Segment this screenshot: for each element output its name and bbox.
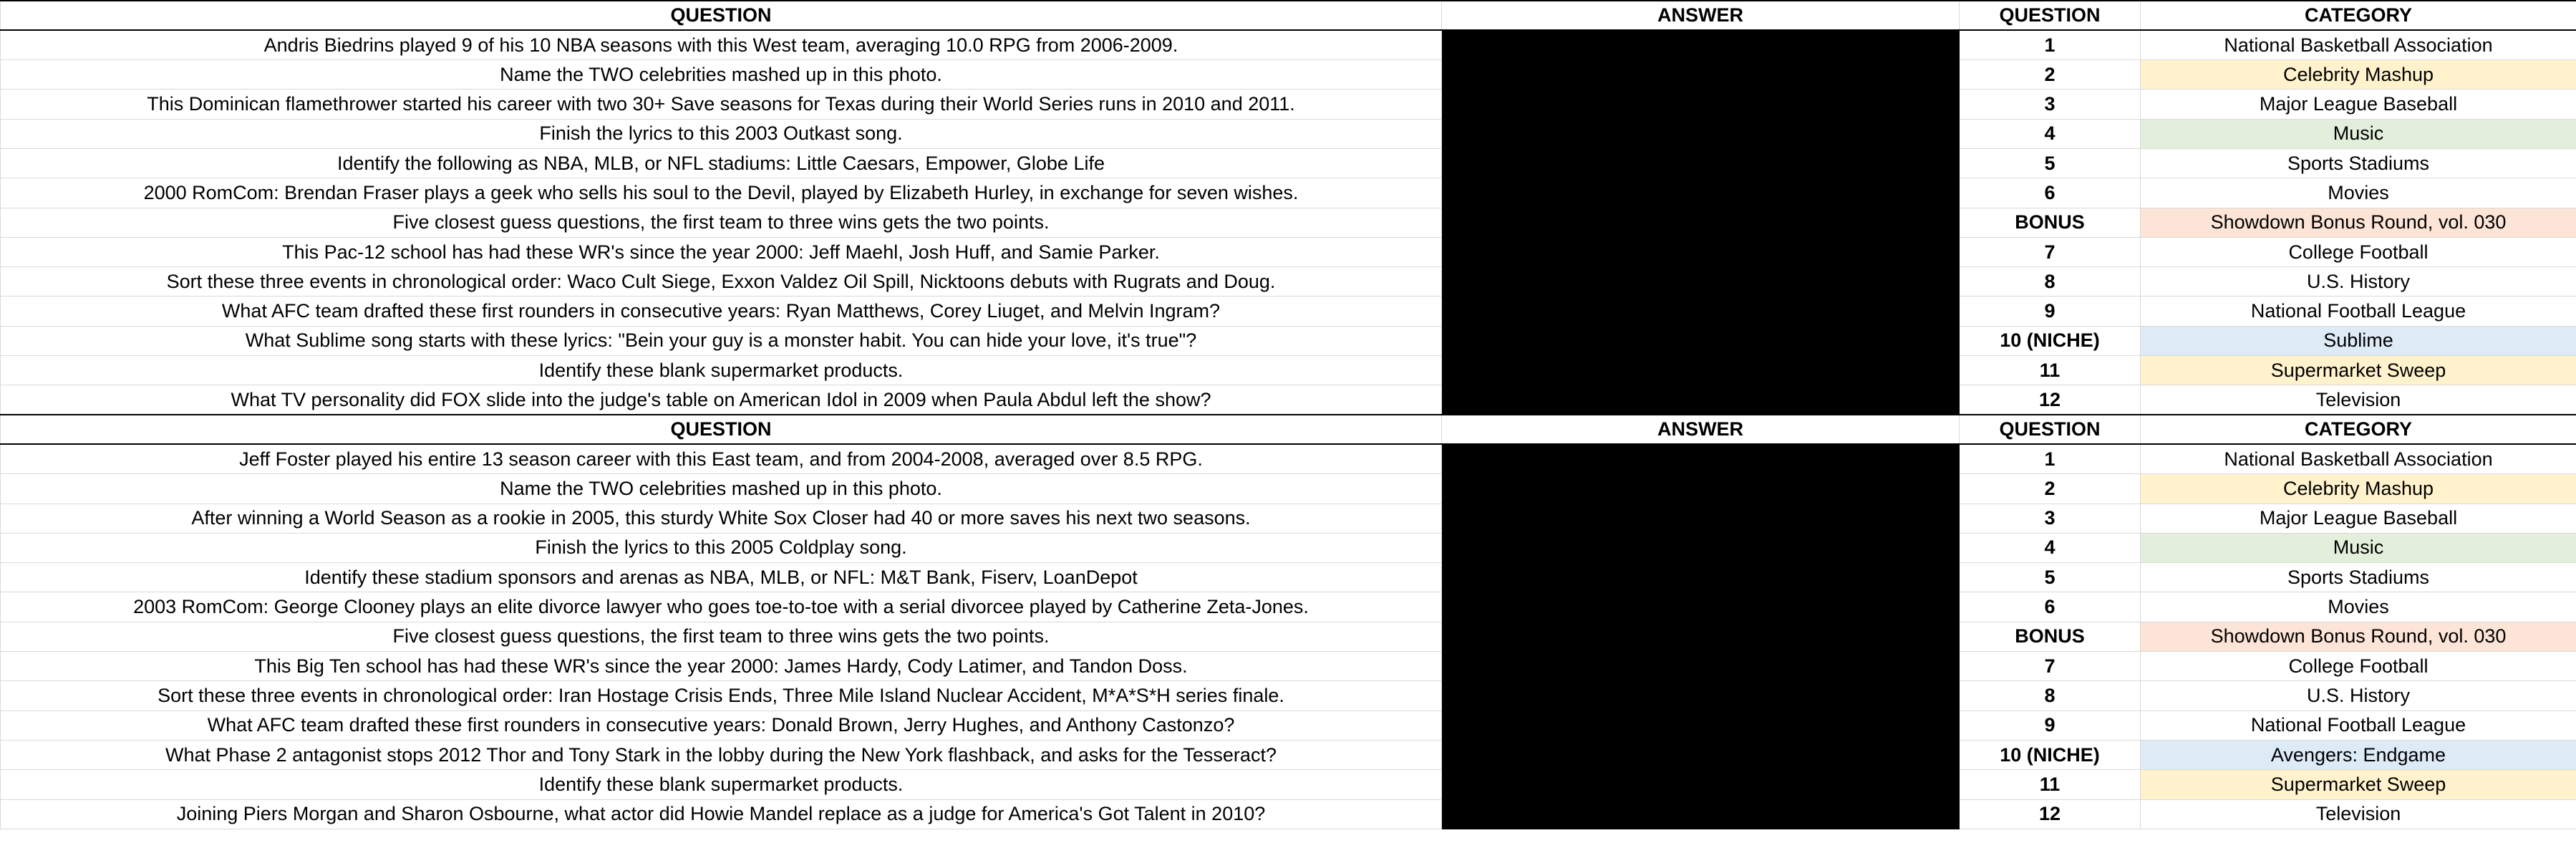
question-number-cell[interactable]: 1 (1960, 444, 2141, 473)
question-number-cell[interactable]: 12 (1960, 385, 2141, 415)
question-row (1, 504, 2576, 533)
question-row (1, 681, 2576, 710)
answer-cell-redacted[interactable] (1442, 356, 1960, 385)
category-cell[interactable]: U.S. History (2141, 267, 2576, 297)
question-cell[interactable]: Five closest guess questions, the first team to three wins gets the two points. (1, 622, 1442, 651)
answer-cell-redacted[interactable] (1442, 681, 1960, 710)
question-row (1, 444, 2576, 473)
category-cell[interactable]: National Football League (2141, 710, 2576, 740)
question-row (1, 237, 2576, 266)
category-cell[interactable]: Celebrity Mashup (2141, 60, 2576, 90)
answer-cell-redacted[interactable] (1442, 267, 1960, 297)
category-cell[interactable]: National Basketball Association (2141, 30, 2576, 59)
header-row (1, 1, 2576, 30)
question-row (1, 799, 2576, 829)
category-cell[interactable]: Avengers: Endgame (2141, 740, 2576, 769)
question-row (1, 30, 2576, 59)
answer-cell-redacted[interactable] (1442, 208, 1960, 237)
question-number-cell[interactable]: 11 (1960, 770, 2141, 799)
question-row (1, 208, 2576, 237)
question-row (1, 385, 2576, 415)
question-number-cell[interactable]: 7 (1960, 237, 2141, 266)
question-row (1, 148, 2576, 178)
question-row (1, 592, 2576, 622)
answer-cell-redacted[interactable] (1442, 622, 1960, 651)
answer-column-header[interactable]: ANSWER (1442, 415, 1960, 444)
category-cell[interactable]: Showdown Bonus Round, vol. 030 (2141, 208, 2576, 237)
answer-cell-redacted[interactable] (1442, 119, 1960, 148)
answer-cell-redacted[interactable] (1442, 326, 1960, 355)
question-cell[interactable]: What AFC team drafted these first rounders in consecutive years: Ryan Matthews, Corey Liuget, and Melvin Ingram? (1, 297, 1442, 326)
question-number-cell[interactable]: 10 (NICHE) (1960, 326, 2141, 355)
question-cell[interactable]: Joining Piers Morgan and Sharon Osbourne, what actor did Howie Mandel replace as a judge for America's Got Talent in 2010? (1, 799, 1442, 829)
question-row (1, 710, 2576, 740)
question-number-cell[interactable]: 6 (1960, 592, 2141, 622)
answer-cell-redacted[interactable] (1442, 652, 1960, 681)
question-cell[interactable]: What AFC team drafted these first rounders in consecutive years: Donald Brown, Jerry Hughes, and Anthony Castonzo? (1, 710, 1442, 740)
answer-cell-redacted[interactable] (1442, 563, 1960, 592)
question-number-cell[interactable]: 3 (1960, 504, 2141, 533)
question-cell[interactable]: Finish the lyrics to this 2003 Outkast song. (1, 119, 1442, 148)
category-cell[interactable]: Sports Stadiums (2141, 148, 2576, 178)
question-number-cell[interactable]: 7 (1960, 652, 2141, 681)
question-number-cell[interactable]: 9 (1960, 297, 2141, 326)
answer-cell-redacted[interactable] (1442, 799, 1960, 829)
question-number-cell[interactable]: 3 (1960, 90, 2141, 119)
answer-cell-redacted[interactable] (1442, 385, 1960, 415)
question-cell[interactable]: Name the TWO celebrities mashed up in this photo. (1, 60, 1442, 90)
question-cell[interactable]: Identify these blank supermarket products. (1, 770, 1442, 799)
answer-cell-redacted[interactable] (1442, 504, 1960, 533)
question-number-column-header[interactable]: QUESTION (1960, 415, 2141, 444)
answer-cell-redacted[interactable] (1442, 148, 1960, 178)
category-cell[interactable]: College Football (2141, 652, 2576, 681)
question-cell[interactable]: Finish the lyrics to this 2005 Coldplay song. (1, 533, 1442, 562)
question-cell[interactable]: After winning a World Season as a rookie in 2005, this sturdy White Sox Closer had 40 or more saves his next two seasons. (1, 504, 1442, 533)
answer-cell-redacted[interactable] (1442, 237, 1960, 266)
question-row (1, 60, 2576, 90)
question-number-cell[interactable]: BONUS (1960, 622, 2141, 651)
category-cell[interactable]: National Football League (2141, 297, 2576, 326)
sheet-body (1, 1, 2576, 829)
question-number-cell[interactable]: 8 (1960, 267, 2141, 297)
question-number-cell[interactable]: 10 (NICHE) (1960, 740, 2141, 769)
question-number-cell[interactable]: 9 (1960, 710, 2141, 740)
question-cell[interactable]: 2000 RomCom: Brendan Fraser plays a geek who sells his soul to the Devil, played by Elizabeth Hurley, in exchange for seven wishes. (1, 178, 1442, 208)
question-number-cell[interactable]: 5 (1960, 148, 2141, 178)
answer-cell-redacted[interactable] (1442, 770, 1960, 799)
category-cell[interactable]: Sports Stadiums (2141, 563, 2576, 592)
question-row (1, 90, 2576, 119)
question-cell[interactable]: Sort these three events in chronological order: Waco Cult Siege, Exxon Valdez Oil Spill, Nicktoons debuts with Rugrats and Doug. (1, 267, 1442, 297)
question-number-cell[interactable]: 4 (1960, 119, 2141, 148)
category-column-header[interactable]: CATEGORY (2141, 1, 2576, 30)
answer-cell-redacted[interactable] (1442, 592, 1960, 622)
question-row (1, 652, 2576, 681)
category-cell[interactable]: U.S. History (2141, 681, 2576, 710)
question-row (1, 563, 2576, 592)
question-row (1, 267, 2576, 297)
answer-cell-redacted[interactable] (1442, 90, 1960, 119)
question-cell[interactable]: Identify these stadium sponsors and arenas as NBA, MLB, or NFL: M&T Bank, Fiserv, LoanDepot (1, 563, 1442, 592)
question-number-cell[interactable]: 6 (1960, 178, 2141, 208)
answer-cell-redacted[interactable] (1442, 474, 1960, 504)
answer-column-header[interactable]: ANSWER (1442, 1, 1960, 30)
question-number-cell[interactable]: 11 (1960, 356, 2141, 385)
answer-cell-redacted[interactable] (1442, 740, 1960, 769)
question-number-cell[interactable]: 12 (1960, 799, 2141, 829)
category-cell[interactable]: Movies (2141, 178, 2576, 208)
category-cell[interactable]: Major League Baseball (2141, 90, 2576, 119)
category-cell[interactable]: Supermarket Sweep (2141, 770, 2576, 799)
question-row (1, 119, 2576, 148)
question-cell[interactable]: Andris Biedrins played 9 of his 10 NBA seasons with this West team, averaging 10.0 RPG from 2006-2009. (1, 30, 1442, 59)
category-cell[interactable]: Showdown Bonus Round, vol. 030 (2141, 622, 2576, 651)
question-column-header[interactable]: QUESTION (1, 1, 1442, 30)
question-cell[interactable]: Jeff Foster played his entire 13 season career with this East team, and from 2004-2008, averaged over 8.5 RPG. (1, 444, 1442, 473)
question-row (1, 356, 2576, 385)
question-row (1, 474, 2576, 504)
question-cell[interactable]: Five closest guess questions, the first team to three wins gets the two points. (1, 208, 1442, 237)
category-cell[interactable]: Movies (2141, 592, 2576, 622)
question-cell[interactable]: This Big Ten school has had these WR's since the year 2000: James Hardy, Cody Latimer, and Tandon Doss. (1, 652, 1442, 681)
category-cell[interactable]: National Basketball Association (2141, 444, 2576, 473)
question-cell[interactable]: Name the TWO celebrities mashed up in this photo. (1, 474, 1442, 504)
question-number-cell[interactable]: 2 (1960, 474, 2141, 504)
question-column-header[interactable]: QUESTION (1, 415, 1442, 444)
category-cell[interactable]: Music (2141, 533, 2576, 562)
question-number-cell[interactable]: 1 (1960, 30, 2141, 59)
question-row (1, 622, 2576, 651)
category-cell[interactable]: Sublime (2141, 326, 2576, 355)
header-row (1, 415, 2576, 444)
answer-cell-redacted[interactable] (1442, 297, 1960, 326)
question-row (1, 740, 2576, 769)
question-cell[interactable]: 2003 RomCom: George Clooney plays an elite divorce lawyer who goes toe-to-toe with a serial divorcee played by Catherine Zeta-Jones. (1, 592, 1442, 622)
question-cell[interactable]: Identify these blank supermarket products. (1, 356, 1442, 385)
answer-cell-redacted[interactable] (1442, 178, 1960, 208)
question-row (1, 326, 2576, 355)
category-cell[interactable]: Television (2141, 799, 2576, 829)
question-number-column-header[interactable]: QUESTION (1960, 1, 2141, 30)
category-cell[interactable]: Music (2141, 119, 2576, 148)
answer-cell-redacted[interactable] (1442, 533, 1960, 562)
question-cell[interactable]: What TV personality did FOX slide into the judge's table on American Idol in 2009 when Paula Abdul left the show? (1, 385, 1442, 415)
answer-cell-redacted[interactable] (1442, 30, 1960, 59)
question-cell[interactable]: Identify the following as NBA, MLB, or NFL stadiums: Little Caesars, Empower, Globe Life (1, 148, 1442, 178)
question-number-cell[interactable]: 2 (1960, 60, 2141, 90)
question-cell[interactable]: What Phase 2 antagonist stops 2012 Thor and Tony Stark in the lobby during the New York flashback, and asks for the Tesseract? (1, 740, 1442, 769)
category-cell[interactable]: Major League Baseball (2141, 504, 2576, 533)
question-number-cell[interactable]: 5 (1960, 563, 2141, 592)
question-number-cell[interactable]: 4 (1960, 533, 2141, 562)
question-row (1, 533, 2576, 562)
answer-cell-redacted[interactable] (1442, 444, 1960, 473)
question-number-cell[interactable]: BONUS (1960, 208, 2141, 237)
category-cell[interactable]: Supermarket Sweep (2141, 356, 2576, 385)
category-cell[interactable]: College Football (2141, 237, 2576, 266)
category-cell[interactable]: Television (2141, 385, 2576, 415)
answer-cell-redacted[interactable] (1442, 710, 1960, 740)
category-cell[interactable]: Celebrity Mashup (2141, 474, 2576, 504)
question-cell[interactable]: What Sublime song starts with these lyrics: "Bein your guy is a monster habit. You can hide your love, it's true"? (1, 326, 1442, 355)
question-cell[interactable]: This Pac-12 school has had these WR's since the year 2000: Jeff Maehl, Josh Huff, and Samie Parker. (1, 237, 1442, 266)
answer-cell-redacted[interactable] (1442, 60, 1960, 90)
question-row (1, 178, 2576, 208)
question-cell[interactable]: This Dominican flamethrower started his career with two 30+ Save seasons for Texas during their World Series runs in 2010 and 2011. (1, 90, 1442, 119)
category-column-header[interactable]: CATEGORY (2141, 415, 2576, 444)
question-cell[interactable]: Sort these three events in chronological order: Iran Hostage Crisis Ends, Three Mile Island Nuclear Accident, M*A*S*H series finale. (1, 681, 1442, 710)
question-number-cell[interactable]: 8 (1960, 681, 2141, 710)
question-row (1, 297, 2576, 326)
question-row (1, 770, 2576, 799)
